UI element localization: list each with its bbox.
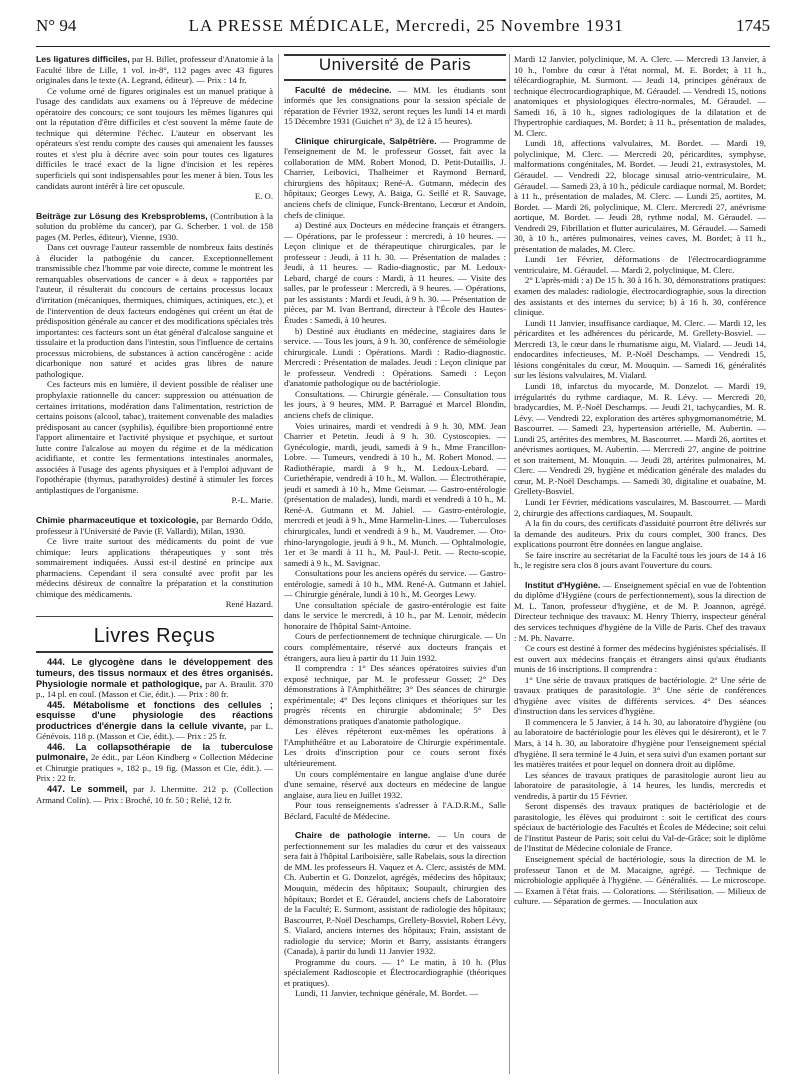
notice-text: — MM. les étudiants sont informés que les consignations pour la session spéciale de réparation de Février 1932, seront reçues les lundi 14 et mardi 15 Décembre 1931 (Guichet n° 3), de 12 à 15 heures). [284, 84, 506, 127]
notice-title: Faculté de médecine. [295, 84, 392, 95]
notice-paragraph: Lundi 1er Février, médications vasculaires, M. Bascourret. — Mardi 2, chirurgie des affections cardiaques, M. Soupault. [514, 496, 766, 518]
masthead-title: LA PRESSE MÉDICALE, Mercredi, 25 Novembre 1931 [188, 16, 624, 35]
notice-paragraph: Seront dispensés des travaux pratiques de bactériologie et de parasitologie, les élèves qui produiront : soit le certificat des cours spéciaux de bactériologie des Facultés et Écoles de Médecine; soit celui de l'Institut Pasteur de Paris; soit celui du Val-de-Grâce; soit le diplôme de l'Institut de Médecine coloniale de France. [514, 801, 766, 854]
notice-paragraph: 1° Une série de travaux pratiques de bactériologie. 2° Une série de travaux pratiques de parasitologie. 3° Une série de conférences d'hygiène avec visites de différents services. 4° Des séances d'instruction dans les services d'hygiène. [514, 674, 766, 717]
notice-paragraph: Consultations. — Chirurgie générale. — Consultation tous les jours, à 9 heures, MM. P. Barragué et Marcel Blondin, anciens chefs de clinique. [284, 388, 506, 420]
book-title: 445. Métabolisme et fonctions des cellules ; esquisse d'une physiologie des réactions productrices d'énergie dans la cellule vivante, [36, 699, 273, 731]
review-body: Dans cet ouvrage l'auteur rassemble de nombreux faits destinés à élucider la pathogénie du cancer. Exceptionnellement transmissible chez l'homme par voie directe, comme le montrent les remarquables observations de cancer « à deux » rapportées par l'auteur, il résulterait du concours de certains processus locaux d'irritation (mécaniques, thermiques, chimiques, actiniques, etc.), et de l'intervention de deux facteurs endogènes qui créent un état de prédisposition générale au cancer et des modifications spéciales très importantes: ces facteurs sont un état général d'alcalose sanguine et tissulaire et la production dans l'intestin, sous l'influence de certains processus microbiens, de substances à action cancérogène : acide dicarbonique non saturé et acides gras libres de nature pathologique. [36, 242, 273, 379]
pathologie-notice [284, 830, 506, 957]
universite-heading: Université de Paris [318, 55, 472, 74]
review-title: Les ligatures difficiles, [36, 54, 130, 64]
book-ref: 2e édit., par Léon Kindberg « Collection Médecine et Chirurgie pratiques », 182 p., 19 fig. (Masson et Cie, édit.). — Prix : 22 fr. [36, 752, 273, 784]
review-body: Ce livre traite surtout des médicaments du point de vue chimique: leurs applications thérapeutiques y sont très sommairement indiquées. Aussi est-il destiné en principe aux pharmaciens. Cependant il sera consulté avec profit par les médecins désireux de connaître la préparation et la constitution chimique des médicaments. [36, 536, 273, 599]
book-item [36, 657, 273, 699]
review-signature: P.-L. Marie. [231, 495, 273, 506]
page-number: 1745 [736, 16, 770, 35]
book-ref: par J. Lhermitte. 212 p. (Collection Armand Colin). — Prix : Broché, 10 fr. 50 ; Relié, 12 fr. [36, 784, 273, 805]
notice-paragraph: Lundi, 11 Janvier, technique générale, M. Bordet. — [295, 988, 479, 999]
section-rule [36, 616, 273, 617]
livres-recus-heading: Livres Reçus [93, 624, 216, 647]
review-ref: (Contribution à la solution du problème du cancer), par G. Scherber. 1 vol. de 158 pages (M. Perles, éditeur), Vienne, 1930. [36, 210, 273, 242]
notice-paragraph: A la fin du cours, des certificats d'assiduité pourront être délivrés sur la demande des auditeurs. Prix du cours complet, 300 francs. Des explications pourront être données en langue anglaise. [514, 518, 766, 550]
notice-paragraph: a) Destiné aux Docteurs en médecine français et étrangers. — Opérations, par le professeur : mercredi, à 10 heures. — Leçon clinique et de thérapeutique chirurgicales, par le professeur : Jeudi, à 11 h. 30. — Présentation de malades : Jeudi, à 11 heures. — Radio-diagnostic, par M. Ledoux-Lebard, chargé de cours : Mardi, à 11 heures. — Visite des salles, par le professeur : Mercredi, à 9 heures. — Opérations, par les assistants : Mardi et Jeudi, à 9 h. 30. — Présentation de pièces, par M. Ivan Bertrand, directeur à l'École des Hautes-Études : Samedi, à 10 heures. [284, 220, 506, 326]
notice-paragraph: Un cours complémentaire en langue anglaise d'une durée d'une semaine, réservé aux docteurs en médecine de langue anglaise, aura lieu en Juillet 1932. [284, 768, 506, 800]
notice-paragraph: Se faire inscrire au secrétariat de la Faculté tous les jours de 14 à 16 h., le registre sera clos 8 jours avant l'ouverture du cours. [514, 549, 766, 571]
review-title: Chimie pharmaceutique et toxicologie, [36, 514, 199, 525]
review-chimie [36, 515, 273, 536]
book-ref: par L. Génévois. 118 p. (Masson et Cie, édit.). — Prix : 25 fr. [36, 720, 273, 742]
notice-paragraph: Ce cours est destiné à former des médecins hygiénistes spécialisés. Il est ouvert aux médecins français et étrangers ainsi qu'aux étudiants munis de 16 inscriptions. Il comprendra : [514, 643, 766, 675]
column-right [514, 54, 766, 1076]
notice-paragraph: Lundi 11 Janvier, insuffisance cardiaque, M. Clerc. — Mardi 12, les péricardites et les adhérences du péricarde, M. Grellety-Bosviel. — Mercredi 13, le cœur dans le rhumatisme aigu, M. Vialard. — Jeudi 14, endocardites infectieuses, M. P.-Noël Deschamps. — Vendredi 15, lésions congénitales du cœur, M. Mouquin. — Samedi 16, généralités sur les lésions valvulaires, M. Vialard. [514, 317, 766, 381]
column-divider-2 [509, 54, 510, 1074]
notice-paragraph: Pour tous renseignements s'adresser à l'A.D.R.M., Salle Béclard, Faculté de Médecine. [284, 800, 506, 821]
book-title: 447. Le sommeil, [47, 784, 128, 794]
notice-title: Institut d'Hygiène. [525, 579, 601, 590]
notice-paragraph: Consultations pour les anciens opérés du service. — Gastro-entérologie, samedi à 10 h., MM. René-A. Gutmann et Jahiel. — Chirurgie générale, lundi à 10 h., M. Georges Lewy. [284, 568, 506, 600]
review-ref: par Bernardo Oddo, professeur à l'Université de Pavie (F. Vallardi), Milan, 1930. [36, 514, 273, 536]
notice-title: Clinique chirurgicale, Salpêtrière. [295, 135, 437, 146]
notice-paragraph: Lundi 1er Février, déformations de l'électrocardiogramme ventriculaire, M. Géraudel. — Mardi 2, polyclinique, M. Clerc. [514, 254, 766, 275]
page-header [36, 16, 770, 47]
notice-paragraph: Programme du cours. — 1° Le matin, à 10 h. (Plus spécialement Radioscopie et Électrocardiographie (théoriques et pratiques). [284, 956, 506, 988]
book-item [36, 784, 273, 805]
review-ref: par H. Billet, professeur d'Anatomie à la Faculté libre de Lille, 1 vol. in-8°, 112 pages avec 43 figures originales dans le texte (A. Legrand, éditeur). — Prix : 14 fr. [36, 54, 273, 86]
notice-paragraph: Cours de perfectionnement de technique chirurgicale. — Un cours complémentaire, réservé aux docteurs français et étrangers, aura lieu à partir du 11 Juin 1932. [284, 631, 506, 663]
review-signature: E. O. [254, 191, 273, 202]
notice-paragraph: 2° L'après-midi : a) De 15 h. 30 à 16 h. 30, démonstrations pratiques: examen des malades: radiologie, électrocardiographie, sous la direction des assistants et des internes du service; b) à 16 h. 30, conférence clinique. [514, 275, 766, 318]
review-signature: René Hazard. [225, 599, 273, 610]
clinique-notice [284, 136, 506, 220]
section-rule [284, 79, 506, 81]
notice-text: — Programme de l'enseignement de M. le professeur Gosset, fait avec la collaboration de MM. Robert Monod, D. Petit-Dutaillis, J. Charrier, Leibovici, Thalheimer et Raymond Bernard, chirurgiens des hôpitaux; René-A. Gutmann, médecin des hôpitaux; Georges Lewy, A. Baiga, G. Seillé et R. Sauvage, anciens chefs de clinique, Funck-Brentano, Lecœur et Andoin, chefs de clinique. [284, 135, 506, 220]
notice-title: Chaire de pathologie interne. [295, 830, 431, 841]
column-left [36, 54, 273, 1076]
notice-paragraph: Il comprendra : 1° Des séances opératoires suivies d'un exposé technique, par M. le professeur Gosset; 2° Des démonstrations à l'Amphithéâtre; 3° Des séances de chirurgie expérimentale; 4° Des leçons cliniques et théoriques sur les progrès récents en chirurgie abdominale; 5° Des démonstrations pratiques d'anatomie pathologique. [284, 663, 506, 726]
notice-paragraph: Les élèves répéteront eux-mêmes les opérations à l'Amphithéâtre et au Laboratoire de Chirurgie expérimentale. Les droits d'inscription pour ce cours seront fixés ultérieurement. [284, 726, 506, 768]
review-ligatures [36, 54, 273, 86]
column-middle [284, 54, 506, 1076]
review-krebs [36, 211, 273, 243]
issue-number: N° 94 [36, 16, 77, 35]
notice-paragraph: Mardi 12 Janvier, polyclinique, M. A. Clerc. — Mercredi 13 Janvier, à 10 h., l'ombre du cœur à l'état normal, M. E. Bordet; à 11 h., télécardiographie, M. Surmont. — Jeudi 14, principes généraux de technique électrocardiographique, M. Géraudel. — Vendredi 15, notions anatomiques et physiologiques électro-normales, M. Géraudel. — Samedi 16, à 10 h., signes radiologiques de la dilatation et de l'hypertrophie cardiaques, M. Bordet; à 11 h., présentation de malades, M. Clerc. [514, 54, 766, 138]
book-title: 446. La collapsothérapie de la tuberculose pulmonaire, [36, 741, 273, 763]
review-body: Ce volume orné de figures originales est un manuel pratique à l'usage des candidats aux examens ou à l'épreuve de médecine opératoire des concours; ce sont toujours les mêmes ligatures qui ont la réputation d'être difficiles et c'est souvent la même faute de technique qui détermine l'échec. L'auteur en observant les opérateurs s'est rendu compte des causes qui amenaient les fausses routes et s'est plu à décrire avec soin pour toutes ces ligatures difficiles le tracé exact de la ligne d'incision et les repères superficiels qui sont indispensables pour les mener à bien. Tous les candidats auront intérêt à lire cet opuscule. [36, 85, 273, 191]
review-title: Beiträge zur Lösung des Krebsproblems, [36, 210, 208, 221]
notice-text: — Enseignement spécial en vue de l'obtention du diplôme d'Hygiène (cours de perfectionnement), sous la direction de M. L. Tanon, professeur d'hygiène, et de M. P. Joannon, agrégé. Directeur technique des travaux: M. Henry Thierry, inspecteur général des services techniques d'hygiène de la Ville de Paris. Chef des travaux : M. Ph. Navarre. [514, 579, 766, 643]
notice-paragraph: Voies urinaires, mardi et vendredi à 9 h. 30, MM. Jean Charrier et Petetin. Jeudi à 9 h. 30. Cystoscopies. — Gynécologie, mardi, jeudi, samedi à 9 h., Mme Francillon-Lobre. — Tumeurs, vendredi à 10 h., M. Robert Monod. — Radiothérapie, mardi à 9 h., M. Ledoux-Lebard. — Curiethérapie, vendredi à 10 h., M. Wallon. — Électrothérapie, jeudi et samedi à 10 h., Mme Geismar. — Gastro-entérologie (présentation de malades), lundi, mardi et vendredi à 10 h., M. René-A. Gutmann et M. Jahiel. — Gastro-entérologie, mercredi et jeudi à 9 h., Mme Harmelin-Lines. — Tuberculoses chirurgicales, lundi et vendredi à 9 h., M. Vaudremer. — Oto-rhino-laryngologie, jeudi à 9 h., M. Munch. — Ophtalmologie, 1er et 3e mardi à 11 h., M. Paul-J. Petit. — Recto-scopie, samedi à 9 h., M. Savignac. [284, 420, 506, 568]
institut-hygiene-notice [514, 580, 766, 643]
notice-paragraph: Les séances de travaux pratiques de parasitologie auront lieu au laboratoire de parasitologie, à 14 heures, les lundis, mercredis et vendredis, à partir du 15 Février. [514, 769, 766, 801]
notice-paragraph: Lundi 18, affections valvulaires, M. Bordet. — Mardi 19, polyclinique, M. Clerc. — Mercredi 20, péricardites, symphyse, malformations congénitales, M. Bordet. — Jeudi 21, extrasystoles, M. Géraudel. — Vendredi 22, blocage sinusal atrio-ventriculaire, M. Géraudel. — Samedi 23, à 10 h., pédicule cardiaque normal, M. Bordet; à 11 h., présentation de malades, M. Clerc. — Lundi 25, aortites, M. Bordet. — Mardi 26, polyclinique, M. Clerc. Mercredi 27, anévrisme aortique, M. Bordet. — Jeudi 28, rythme nodal, M. Géraudel. — Vendredi 29, Fibrillation et flutter auriculaires, M. Géraudel. — Samedi 30, à 10 h., artères pulmonaires, veines caves, M. Bordet; à 11 h., présentation de malades, M. Clerc. [514, 138, 766, 254]
book-title: 444. Le glycogène dans le développement des tumeurs, des tissus normaux et des êtres organisés. Physiologie normale et pathologique, [36, 657, 273, 689]
notice-paragraph: Il commencera le 5 Janvier, à 14 h. 30, au laboratoire d'hygiène (ou au laboratoire de bactériologie pour les élèves qui le désireront), et le 7 Mars, à 14 h. 30, au laboratoire d'hygiène pour l'enseignement spécial d'hygiène. Il sera terminé le 4 Juin, et sera suivi d'un examen portant sur les matières traitées et pour lequel on donnera droit au diplôme. [514, 716, 766, 770]
section-rule [36, 651, 273, 653]
book-item [36, 700, 273, 742]
review-body: Ces facteurs mis en lumière, il devient possible de réaliser une prophylaxie rationnelle du cancer: suppression ou atténuation de certaines irritations, modération dans l'alimentation, restriction de certains poisons (alcool, tabac), traitement convenable des maladies prédisposant au cancer (syphilis), équilibre bien proportionné entre l'apport alimentaire et l'activité physique et psychique, et surtout lutte contre l'alcalose au moyen du régime et de la médication acidifiante, et contre les fermentations intestinales anormales, associées à l'usage des agents physiques et à l'emploi adjuvant de l'opothérapie (thymus, parathyroïdes) destiné à stimuler les forces antiplastiques de l'organisme. [36, 379, 273, 495]
faculte-notice [284, 85, 506, 127]
notice-paragraph: Une consultation spéciale de gastro-entérologie est faite dans le service le mercredi, à 10 h., par M. Lenoir, médecin honoraire de l'hôpital Saint-Antoine. [284, 599, 506, 631]
book-item [36, 742, 273, 784]
notice-paragraph: b) Destiné aux étudiants en médecine, stagiaires dans le service. — Tous les jours, à 9 h. 30, conférence de séméiologie chirurgicale. Lundi : Opérations. Mardi : Radio-diagnostic. Mercredi : Présentation de malades. Jeudi : Leçon clinique par le professeur. Vendredi : Opérations. Samedi : Leçon d'anatomie pathologique ou de bactériologie. [284, 325, 506, 389]
book-ref: par A. Braulit. 370 p., 14 pl. en coul. (Masson et Cie, édit.). — Prix : 80 fr. [36, 678, 273, 700]
notice-paragraph: Enseignement spécial de bactériologie, sous la direction de M. le professeur Tanon et de M. Macaigne, agrégé. — Technique de microbiologie appliquée à l'hygiène. — Généralités. — Le microscope. — Examen à l'état frais. — Colorations. — Stérilisation. — Milieux de culture. — Séparation de germes. — Inoculation aux [514, 854, 766, 907]
column-divider-1 [278, 54, 279, 1074]
notice-paragraph: Lundi 18, infarctus du myocarde, M. Donzelot. — Mardi 19, irrégularités du rythme cardiaque, M. R. Lévy. — Mercredi 20, bradycardies, M. P.-Noël Deschamps. — Jeudi 21, tachycardies, M. R. Lévy. — Vendredi 22, exploration des artères sphygmomanométrie, M. Bascourret. — Samedi 23, hypertension artérielle, M. Aubertin. — Lundi 25, artérites des membres, M. Bascourret. — Mardi 26, aortites et anévrismes aortiques, M. Aubertin. — Mercredi 27, angine de poitrine et son traitement, M. Mouquin. — Jeudi 28, artérites pulmonaires, M. Clerc. — Vendredi 29, hygiène et médication générale des malades du cœur, M. P.-Noël Deschamps. — Samedi 30, digitaline et ouabaïne, M. Grellety-Bosviel. [514, 380, 766, 497]
notice-text: — Un cours de perfectionnement sur les maladies du cœur et des vaisseaux sera fait à l'hôpital Lariboisière, salle Rabelais, sous la direction de MM. les professeurs H. Vaquez et A. Clerc, assistés de MM. Ch. Aubertin et G. Donzelot, agrégés, médecins des hôpitaux; Mouquin, médecin des hôpitaux; Soupault, chirurgien des hôpitaux; Bordet et E. Géraudel, anciens chefs de Laboratoire de la Faculté; E. Surmont, assistant de radiologie des hôpitaux; Bascourret, P.-Noël Deschamps, Grellety-Bosviel, Robert Lévy, S. Vialard, anciens internes des hôpitaux; Frain, assistant de radiologie du service; Morin et Barry, assistants étrangers (Canada), à partir du lundi 11 Janvier 1932. [284, 830, 506, 957]
